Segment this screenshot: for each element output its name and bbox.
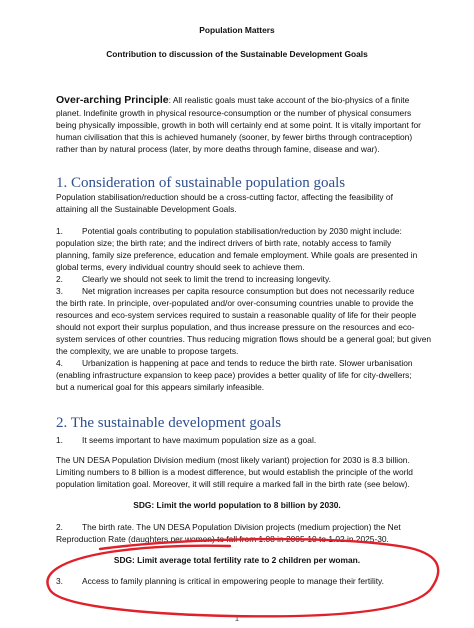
s1-item4-line-1: (enabling infrastructure expansion to keep pace) provides a better quality of life for city-dwellers; bbox=[56, 370, 412, 380]
s2-para-line-1: Limiting numbers to 8 billion is a modest difference, but would establish the principle of the world bbox=[56, 467, 413, 477]
s1-item3-line-4: system services of other countries. Thus reducing migration flows should be a general goal; but given bbox=[56, 334, 432, 344]
s1-item1-line-0 bbox=[56, 226, 426, 237]
principle-line-3: human civilisation that this is achieved humanely (sooner, by fewer births through contraception) bbox=[56, 132, 413, 142]
principle-text-0: : All realistic goals must take account of the bio-physics of a finite bbox=[168, 95, 410, 105]
s1-item2-line-0 bbox=[56, 274, 426, 285]
s2-item1-line bbox=[56, 435, 426, 446]
s2-para-line-2: population limitation goal. Moreover, it will still require a marked fall in the birth rate (see below). bbox=[56, 479, 410, 489]
page-number: 1 bbox=[234, 614, 240, 623]
s1-item4-text-0: Urbanization is happening at pace and tends to reduce the birth rate. Slower urbanisation bbox=[82, 358, 413, 368]
sdg-fertility-goal: SDG: Limit average total fertility rate to 2 children per woman. bbox=[113, 555, 361, 565]
principle-label: Over-arching Principle bbox=[56, 94, 169, 106]
s1-item1-line-2: planning, family size preference, education and female employment. While goals are presented in bbox=[56, 250, 418, 260]
s1-item3-line-5: the complexity, we are unable to propose targets. bbox=[56, 346, 239, 356]
s2-item2-text-0: The birth rate. The UN DESA Population Division projects (medium projection) the Net bbox=[82, 522, 401, 532]
s2-item3-text: Access to family planning is critical in empowering people to manage their fertility. bbox=[82, 576, 384, 586]
principle-line-0 bbox=[56, 95, 426, 106]
s1-item4-line-0 bbox=[56, 358, 426, 369]
s1-item4-number: 4. bbox=[56, 358, 63, 368]
s1-item3-text-0: Net migration increases per capita resource consumption but does not necessarily reduce bbox=[82, 286, 415, 296]
s1-item1-text-0: Potential goals contributing to population stabilisation/reduction by 2030 might include: bbox=[82, 226, 402, 236]
s1-item2-number: 2. bbox=[56, 274, 63, 284]
s1-item2-text-0: Clearly we should not seek to limit the trend to increasing longevity. bbox=[82, 274, 331, 284]
s2-item3-line bbox=[56, 576, 426, 587]
principle-line-4: rather than by natural process (later, by more deaths through famine, disease and war). bbox=[56, 144, 380, 154]
s1-item3-line-3: should not export their surplus population, and thus increase pressure on the resources and eco- bbox=[56, 322, 415, 332]
document-subtitle: Contribution to discussion of the Sustainable Development Goals bbox=[106, 49, 368, 59]
s1-item3-number: 3. bbox=[56, 286, 63, 296]
s1-item1-line-1: population size; the birth rate; and the indirect drivers of birth rate, notably access to family bbox=[56, 238, 392, 248]
document-title: Population Matters bbox=[199, 25, 275, 35]
s2-item2-line-0 bbox=[56, 522, 426, 533]
s1-item1-number: 1. bbox=[56, 226, 63, 236]
s2-item2-number: 2. bbox=[56, 522, 63, 532]
section1-intro-0: Population stabilisation/reduction should be a cross-cutting factor, affecting the feasibility of bbox=[56, 192, 393, 202]
section1-intro-1: attaining all the Sustainable Development Goals. bbox=[56, 204, 237, 214]
s1-item3-line-2: resources and eco-system services required to sustain a reasonable quality of life for their people bbox=[56, 310, 417, 320]
section2-heading: 2. The sustainable development goals bbox=[56, 415, 282, 431]
s2-item2-line-1: Reproduction Rate (daughters per women) to fall from 1.08 in 2005-10 to 1.02 in 2025-30. bbox=[56, 534, 389, 544]
principle-line-1: planet. Indefinite growth in physical resource-consumption or the number of physical consumers bbox=[56, 108, 412, 118]
s2-para-line-0: The UN DESA Population Division medium (most likely variant) projection for 2030 is 8.3 billion. bbox=[56, 455, 410, 465]
s1-item1-line-3: global terms, every individual country should seek to achieve them. bbox=[56, 262, 305, 272]
s2-item1-text: It seems important to have maximum population size as a goal. bbox=[82, 435, 317, 445]
s2-item1-number: 1. bbox=[56, 435, 63, 445]
sdg-population-goal: SDG: Limit the world population to 8 billion by 2030. bbox=[133, 500, 341, 510]
section1-heading: 1. Consideration of sustainable population goals bbox=[56, 175, 346, 191]
s2-item3-number: 3. bbox=[56, 576, 63, 586]
principle-line-2: being physically impossible, growth in both will certainly end at some point. It is vitally important for bbox=[56, 120, 421, 130]
s1-item4-line-2: but a numerical goal for this appears similarly infeasible. bbox=[56, 382, 265, 392]
s1-item3-line-0 bbox=[56, 286, 426, 297]
s1-item3-line-1: the birth rate. In principle, over-populated and/or over-consuming countries unable to provide the bbox=[56, 298, 414, 308]
